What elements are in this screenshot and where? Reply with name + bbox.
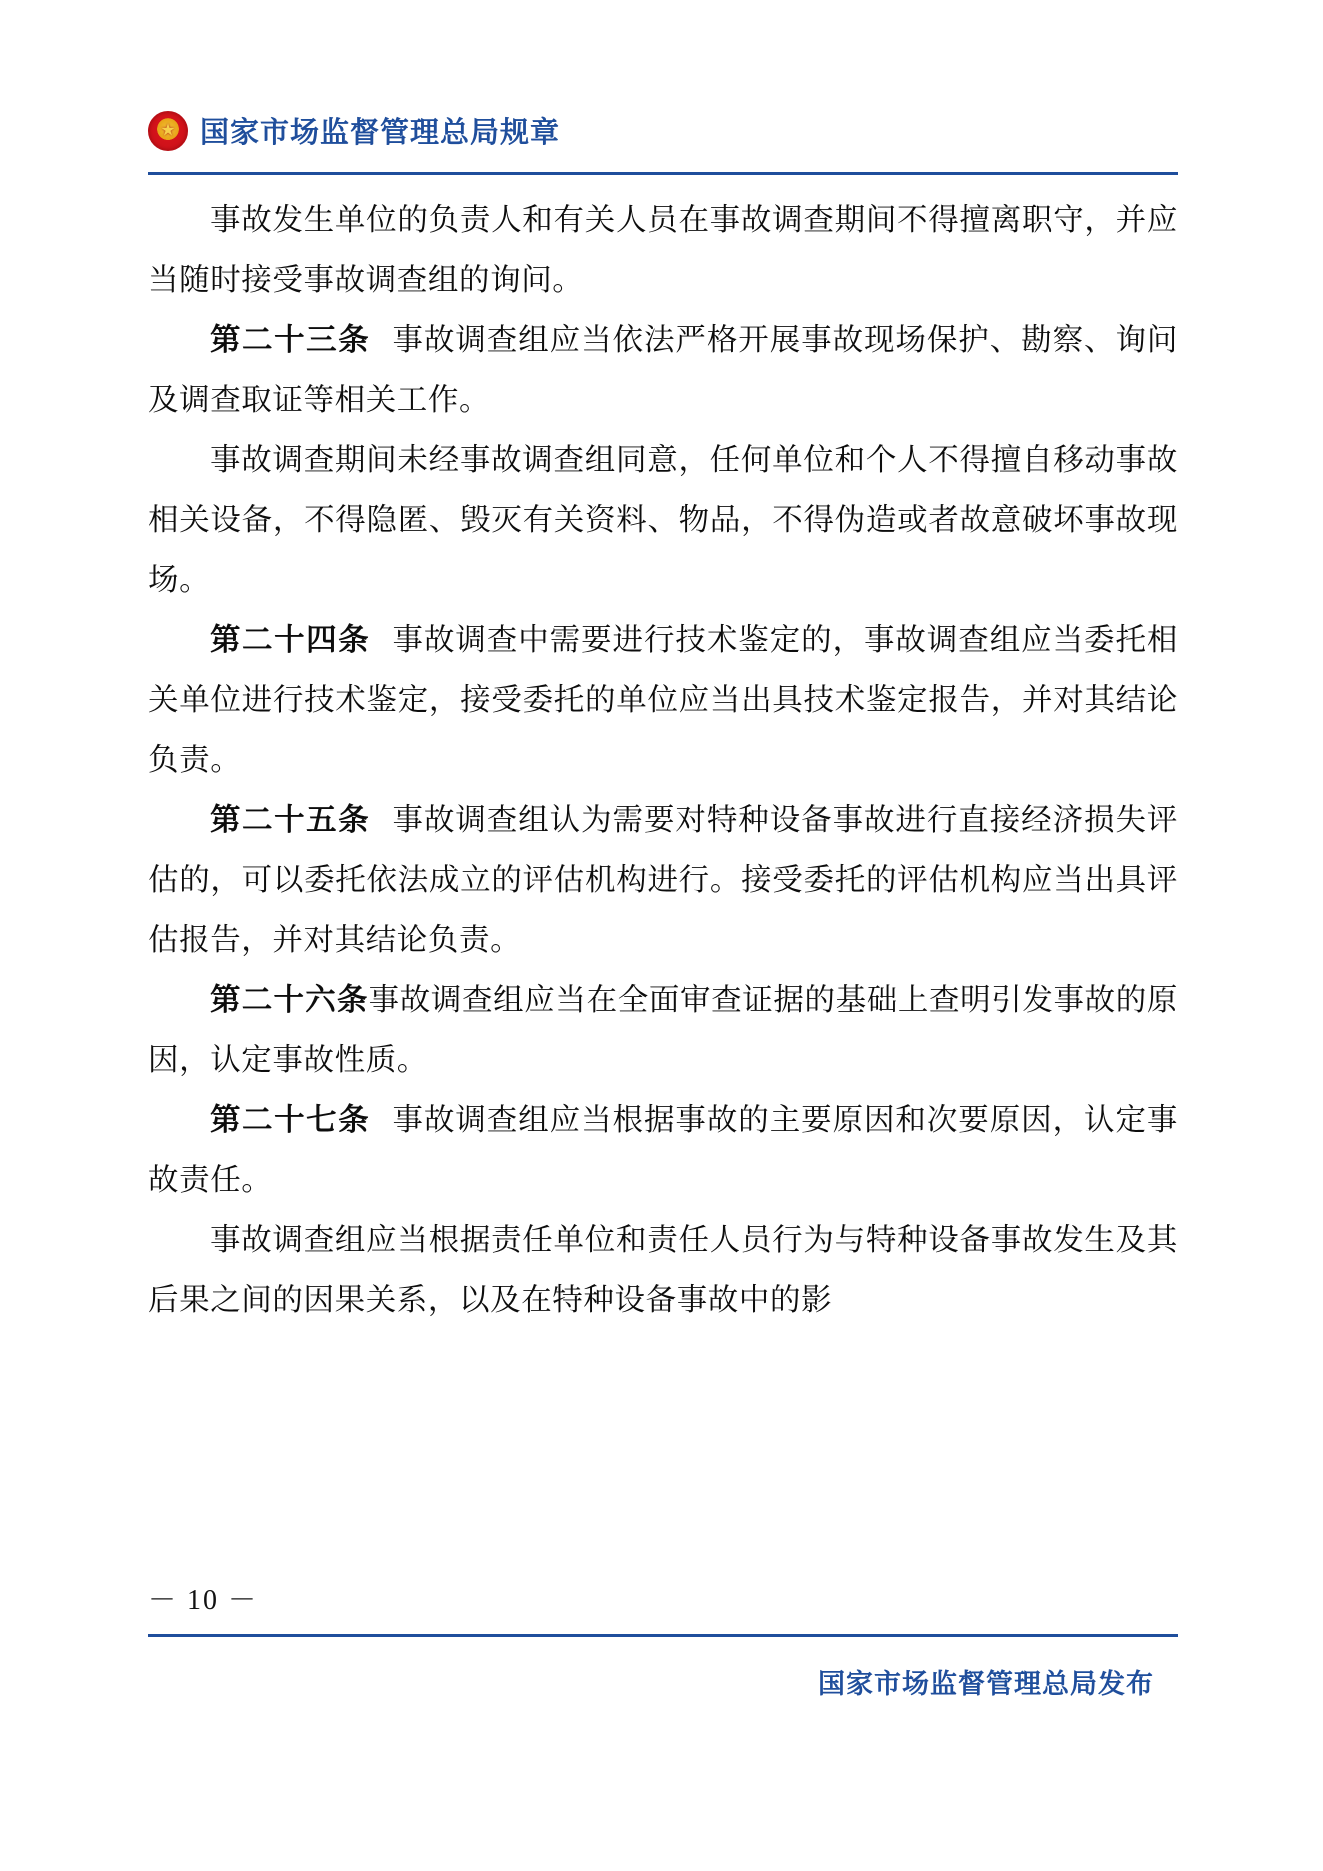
paragraph-text: 事故调查组应当依法严格开展事故现场保护、勘察、询问及调查取证等相关工作。 xyxy=(148,323,1179,417)
article-label: 第二十三条 xyxy=(210,323,371,357)
paragraph-text: 事故调查组应当在全面审查证据的基础上查明引发事故的原因，认定事故性质。 xyxy=(148,983,1178,1077)
paragraph xyxy=(148,1090,1178,1210)
paragraph-text: 事故发生单位的负责人和有关人员在事故调查期间不得擅离职守，并应当随时接受事故调查组的询问。 xyxy=(148,203,1178,297)
paragraph-text: 事故调查组认为需要对特种设备事故进行直接经济损失评估的，可以委托依法成立的评估机构进行。接受委托的评估机构应当出具评估报告，并对其结论负责。 xyxy=(148,803,1179,957)
article-label: 第二十四条 xyxy=(210,623,371,657)
header-divider xyxy=(148,172,1178,175)
publisher-label: 国家市场监督管理总局发布 xyxy=(818,1669,1154,1699)
paragraph xyxy=(148,310,1178,430)
national-emblem-icon xyxy=(148,111,188,151)
document-header xyxy=(148,110,1178,151)
footer-divider xyxy=(148,1634,1178,1637)
paragraph xyxy=(148,1210,1178,1330)
paragraph xyxy=(148,190,1178,310)
paragraph-text: 事故调查期间未经事故调查组同意，任何单位和个人不得擅自移动事故相关设备，不得隐匿、毁灭有关资料、物品，不得伪造或者故意破坏事故现场。 xyxy=(148,443,1178,597)
paragraph xyxy=(148,970,1178,1090)
page-number: － 10 － xyxy=(148,1585,259,1616)
paragraph-text: 事故调查中需要进行技术鉴定的，事故调查组应当委托相关单位进行技术鉴定，接受委托的单位应当出具技术鉴定报告，并对其结论负责。 xyxy=(148,623,1179,777)
paragraph xyxy=(148,430,1178,610)
header-title: 国家市场监督管理总局规章 xyxy=(200,117,561,149)
paragraph xyxy=(148,790,1178,970)
article-label: 第二十七条 xyxy=(210,1103,371,1137)
document-body xyxy=(148,190,1178,1330)
paragraph-text: 事故调查组应当根据事故的主要原因和次要原因，认定事故责任。 xyxy=(148,1103,1179,1197)
paragraph-text: 事故调查组应当根据责任单位和责任人员行为与特种设备事故发生及其后果之间的因果关系，以及在特种设备事故中的影 xyxy=(148,1223,1178,1317)
paragraph xyxy=(148,610,1178,790)
article-label: 第二十六条 xyxy=(210,983,369,1017)
article-label: 第二十五条 xyxy=(210,803,371,837)
